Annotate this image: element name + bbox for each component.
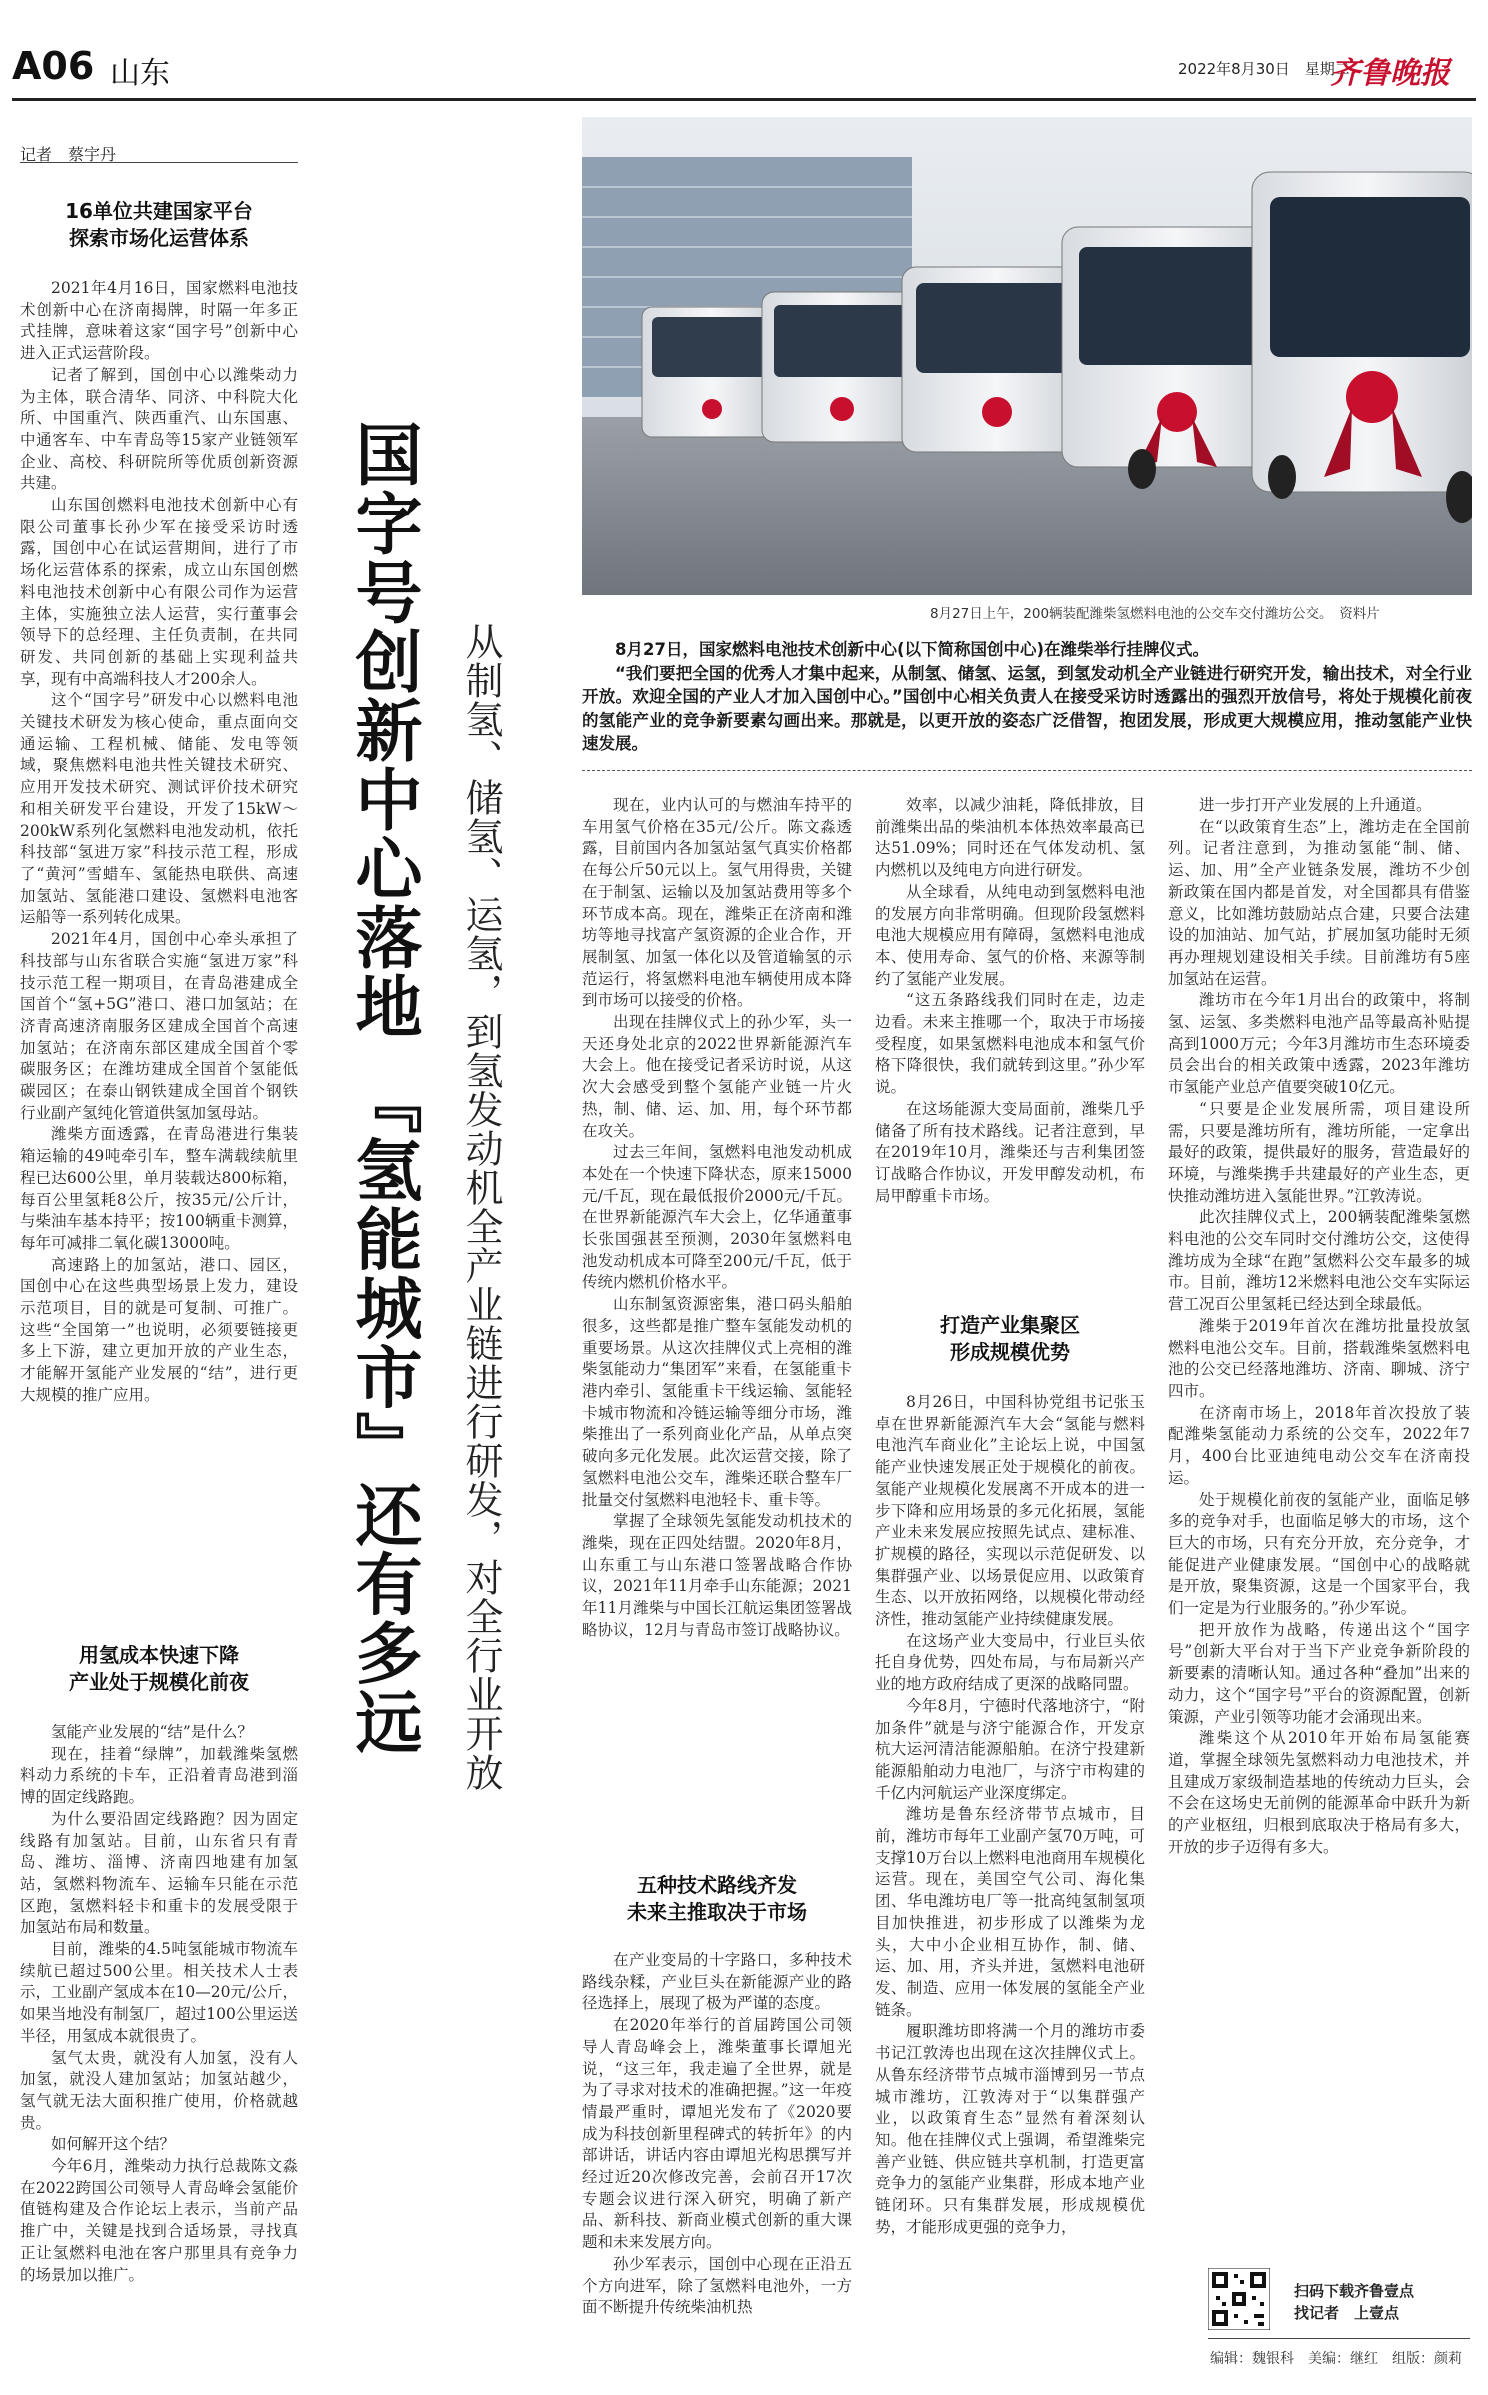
col1-subhead-2 [20,1642,298,1696]
paragraph: 进一步打开产业发展的上升通道。 [1199,796,1432,814]
lead-line: “我们要把全国的优秀人才集中起来，从制氢、储氢、运氢，到氢发动机全产业链进行研究开发，输出技术，对全行业开放。欢迎全国的产业人才加入国创中心。”国创中心相关负责人在接受采访时透露出的强烈开放信号，将处于规模化前夜的氢能产业的竞争新要素勾画出来。那就是，以更开放的姿态广泛借智，抱团发展，形成更大规模应用，推动氢能产业快速发展。 [582,663,1472,753]
subhead-line: 探索市场化运营体系 [69,226,249,250]
col4-body [1168,795,1470,2250]
paragraph: 潍柴于2019年首次在潍坊批量投放氢燃料电池公交车。目前，搭载潍柴氢燃料电池的公交已经落地潍坊、济南、聊城、济宁四市。 [1168,1316,1470,1400]
paragraph: 目前，潍柴的4.5吨氢能城市物流车续航已超过500公里。相关技术人士表示，工业副产氢成本在10—20元/公斤，如果当地没有制氢厂，超过100公里运送半径，用氢成本就很贵了。 [20,1940,298,2045]
paragraph: 高速路上的加氢站，港口、园区，国创中心在这些典型场景上发力，建设示范项目，目的就是可复制、可推广。这些“全国第一”也说明，必须要链接更多上下游，建立更加开放的产业生态，才能解开氢能产业发展的“结”，进行更大规模的推广应用。 [20,1255,298,1404]
paragraph: 过去三年间，氢燃料电池发动机成本处在一个快速下降状态，原来15000元/千瓦，现在最低报价2000元/千瓦。在世界新能源汽车大会上，亿华通董事长张国强甚至预测，2030年氢燃料电池发动机成本可降至200元/千瓦，低于传统内燃机价格水平。 [582,1143,852,1292]
paragraph: 潍坊市在今年1月出台的政策中，将制氢、运氢、多类燃料电池产品等最高补贴提高到1000万元；今年3月潍坊市生态环境委员会出台的相关政策中透露，2023年潍坊市氢能产业总产值要突破10亿元。 [1168,991,1470,1097]
paragraph: 在这场产业大变局中，行业巨头依托自身优势，四处布局，与布局新兴产业的地方政府结成了更深的战略同盟。 [875,1631,1145,1694]
paragraph: 在这场能源大变局面前，潍柴几乎储备了所有技术路线。记者注意到，早在2019年10月，潍柴还与吉利集团签订战略合作协议，开发甲醇发动机，布局甲醇重卡市场。 [875,1099,1145,1205]
col2-body-1 [582,795,852,1835]
lead-paragraph [582,638,1472,756]
paragraph: 氢能产业发展的“结”是什么？ [51,1723,253,1741]
paragraph: 此次挂牌仪式上，200辆装配潍柴氢燃料电池的公交车同时交付潍坊公交，这使得潍坊成为全球“在跑”氢燃料公交车最多的城市。目前，潍坊12米燃料电池公交车实际运营工况百公里氢耗已经达到全球最低。 [1168,1208,1470,1314]
paragraph: 孙少军表示，国创中心现在正沿五个方向进军，除了氢燃料电池外，一方面不断提升传统柴油机热 [582,2254,852,2317]
subhead-line: 打造产业集聚区 [940,1313,1080,1337]
paragraph: 山东制氢资源密集，港口码头船舶很多，这些都是推广整车氢能发动机的重要场景。从这次挂牌仪式上亮相的潍柴氢能动力“集团军”来看，在氢能重卡港内牵引、氢能重卡干线运输、氢能轻卡城市物流和冷链运输等细分市场，潍柴推出了一系列商业化产品，从单点突破向多元化发展。此次运营交接，除了氢燃料电池公交车，潍柴还联合整车厂批量交付氢燃料电池轻卡、重卡等。 [582,1295,852,1509]
subhead-line: 五种技术路线齐发 [637,1873,797,1897]
paragraph: 记者了解到，国创中心以潍柴动力为主体，联合清华、同济、中科院大化所、中国重汽、陕西重汽、山东国惠、中通客车、中车青岛等15家产业链领军企业、高校、科研院所等优质创新资源共建。 [20,365,298,493]
col3-body-2 [875,1392,1145,2390]
col1-body-1 [20,278,298,1610]
paragraph: 在“以政策育生态”上，潍坊走在全国前列。记者注意到，为推动氢能“制、储、运、加、用”全产业链条发展，潍坊不少创新政策在国内都是首发，对全国都具有借鉴意义，比如潍坊鼓励站点合建，只要合法建设的加油站、加气站，扩展加氢功能时无须再办理规划建设相关手续。目前潍坊有5座加氢站在运营。 [1168,817,1470,988]
paragraph: 8月26日，中国科协党组书记张玉卓在世界新能源汽车大会“氢能与燃料电池汽车商业化”主论坛上说，中国氢能产业快速发展正处于规模化的前夜。氢能产业规模化发展离不开成本的进一步下降和应用场景的多元化拓展，氢能产业未来发展应按照先试点、建标准、扩规模的路径，实现以示范促研发、以集群强产业、以场景促应用、以政策育生态、以开放拓网络，以规模化带动经济性，推动氢能产业持续健康发展。 [875,1393,1145,1629]
section-name: 山东 [110,56,170,91]
paragraph: 这个“国字号”研发中心以燃料电池关键技术研发为核心使命，重点面向交通运输、工程机械、储能、发电等领域，聚焦燃料电池共性关键技术研究、应用开发技术研究、测试评价技术研究和相关研发平台建设，开发了15kW～200kW系列化氢燃料电池发动机，依托科技部“氢进万家”科技示范工程，形成了“黄河”雪蜡车、氢能热电联供、高速加氢站、氢能港口建设、氢燃料电池客运船等一系列转化成果。 [20,691,298,927]
paragraph: 2021年4月，国创中心牵头承担了科技部与山东省联合实施“氢进万家”科技示范工程一期项目，在青岛港建成全国首个“氢+5G”港口、港口加氢站；在济青高速济南服务区建成全国首个高速加氢站；在济南东部区建成全国首个零碳服务区；在潍坊建成全国首个氢能低碳园区；在泰山钢铁建成全国首个钢铁行业副产氢纯化管道供氢加氢母站。 [20,930,298,1122]
qr-code-icon[interactable] [1208,2268,1270,2330]
headline: 国字号创新中心落地 『氢能城市』还有多远 [345,420,423,1757]
byline-rule [20,162,298,163]
paragraph: 今年8月，宁德时代落地济宁，“附加条件”就是与济宁能源合作，开发京杭大运河清洁能源船舶。在济宁投建新能源船舶动力电池厂，与济宁市构建的千亿内河航运产业深度绑定。 [875,1696,1145,1802]
paragraph: 处于规模化前夜的氢能产业，面临足够多的竞争对手，也面临足够大的市场，这个巨大的市场，只有充分开放，充分竞争，才能促进产业健康发展。“国创中心的战略就是开放，聚集资源，这是一个国家平台，我们一定是为行业服务的。”孙少军说。 [1168,1490,1470,1618]
qr-caption-line: 找记者 上壹点 [1294,2304,1400,2322]
col2-body-2 [582,1950,852,2390]
paragraph: 现在，业内认可的与燃油车持平的车用氢气价格在35元/公斤。陈文淼透露，目前国内各加氢站氢气真实价格都在每公斤50元以上。氢气用得贵，关键在于制氢、运输以及加氢站费用等多个环节成本高。现在，潍柴正在济南和潍坊等地寻找富产氢资源的企业合作，开展制氢、加氢一体化以及管道输氢的示范运行，将氢燃料电池车辆使用成本降到市场可以接受的价格。 [582,796,852,1010]
paragraph: 氢气太贵，就没有人加氢，没有人加氢，就没人建加氢站；加氢站越少，氢气就无法大面积推广使用，价格就越贵。 [20,2048,298,2132]
qr-caption [1294,2280,1414,2324]
qr-caption-line: 扫码下载齐鲁壹点 [1294,2282,1415,2300]
bus-photo [582,117,1472,595]
paragraph: 在2020年举行的首届跨国公司领导人青岛峰会上，潍柴董事长谭旭光说，“这三年，我走遍了全世界，就是为了寻求对技术的准确把握。”这一年疫情最严重时，谭旭光发布了《2020要成为科技创新里程碑式的转折年》的内部讲话，讲话内容由谭旭光构思撰写并经过近20次修改完善，会前召开17次专题会议进行深入研究，明确了新产品、新科技、新商业模式创新的重大课题和未来发展方向。 [582,2016,852,2252]
subhead-line: 16单位共建国家平台 [65,199,253,223]
photo-caption: 8月27日上午，200辆装配潍柴氢燃料电池的公交车交付潍坊公交。 资料片 [930,606,1380,622]
paragraph: “这五条路线我们同时在走，边走边看。未来主推哪一个，取决于市场接受程度，如果氢燃料电池成本和氢气价格下降很快，我们就转到这里。”孙少军说。 [875,991,1145,1097]
paragraph: 出现在挂牌仪式上的孙少军，头一天还身处北京的2022世界新能源汽车大会上。他在接受记者采访时说，从这次大会感受到整个氢能产业链一片火热，制、储、运、加、用，每个环节都在攻关。 [582,1013,852,1140]
lead-rule [582,770,1472,771]
paragraph: “只要是企业发展所需，项目建设所需，只要是潍坊所有，潍坊所能，一定拿出最好的政策，提供最好的服务，营造最好的环境，与潍柴携手共建最好的产业生态，更快推动潍坊进入氢能世界。”江敦涛说。 [1168,1099,1470,1205]
col3-subhead [875,1312,1145,1366]
reporter-byline: 记者 蔡宇丹 [20,145,117,164]
subhead-line: 形成规模优势 [950,1340,1070,1364]
editor-credits: 编辑：魏银科 美编：继红 组版：颜莉 [1210,2351,1462,2367]
header-rule [12,98,1476,101]
newspaper-logo: 齐鲁晚报 [1330,56,1450,91]
paragraph: 2021年4月16日，国家燃料电池技术创新中心在济南揭牌，时隔一年多正式挂牌，意味着这家“国字号”创新中心进入正式运营阶段。 [20,279,298,363]
paragraph: 今年6月，潍柴动力执行总裁陈文淼在2022跨国公司领导人青岛峰会氢能价值链构建及合作论坛上表示，当前产品推广中，关键是找到合适场景，寻找真正让氢燃料电池在客户那里具有竞争力的场景加以推广。 [20,2157,298,2284]
col2-subhead [582,1872,852,1926]
col3-body-1 [875,795,1145,1285]
col1-subhead-1 [20,198,298,252]
footer-rule [1208,2338,1470,2339]
subhead-line: 产业处于规模化前夜 [69,1670,249,1694]
page-number: A06 [12,44,95,88]
deck-subtitle: 从制氢、储氢、运氢，到氢发动机全产业链进行研发，对全行业开放 [459,622,503,1792]
paragraph: 山东国创燃料电池技术创新中心有限公司董事长孙少军在接受采访时透露，国创中心在试运营期间，进行了市场化运营体系的探索，成立山东国创燃料电池技术创新中心有限公司作为运营主体，实施独立法人运营，实行董事会领导下的总经理、主任负责制，在共同研发、共同创新的基础上实现利益共享，现有中高端科技人才200余人。 [20,496,298,688]
paragraph: 从全球看，从纯电动到氢燃料电池的发展方向非常明确。但现阶段氢燃料电池大规模应用有障碍，氢燃料电池成本、使用寿命、氢气的价格、来源等制约了氢能产业发展。 [875,882,1145,988]
paragraph: 效率，以减少油耗，降低排放，目前潍柴出品的柴油机本体热效率最高已达51.09%；同时还在气体发动机、氢内燃机以及纯电方向进行研发。 [875,796,1145,880]
paragraph: 潍柴方面透露，在青岛港进行集装箱运输的49吨牵引车，整车满载续航里程已达600公里，单月装载达800标箱，每百公里氢耗8公斤，按35元/公斤计，与柴油车基本持平；按100辆重卡测算，每年可减排二氧化碳13000吨。 [20,1125,298,1252]
paragraph: 潍坊是鲁东经济带节点城市，目前，潍坊市每年工业副产氢70万吨，可支撑10万台以上燃料电池商用车规模化运营。现在，美国空气公司、海化集团、华电潍坊电厂等一批高纯氢制氢项目加快推进，初步形成了以潍柴为龙头，大中小企业相互协作，制、储、运、加、用，齐头并进，氢燃料电池研发、制造、应用一体发展的氢能全产业链条。 [875,1805,1145,2019]
paragraph: 潍柴这个从2010年开始布局氢能赛道，掌握全球领先氢燃料动力电池技术，并且建成万家级制造基地的传统动力巨头，会不会在这场史无前例的能源革命中跃升为新的产业枢纽，归根到底取决于格局有多大，开放的步子迈得有多大。 [1168,1729,1470,1856]
paragraph: 如何解开这个结？ [51,2135,176,2154]
paragraph: 在济南市场上，2018年首次投放了装配潍柴氢能动力系统的公交车，2022年7月，400台比亚迪纯电动公交车在济南投运。 [1168,1403,1470,1487]
paragraph: 掌握了全球领先氢能发动机技术的潍柴，现在正四处结盟。2020年8月，山东重工与山东港口签署战略合作协议，2021年11月牵手山东能源；2021年11月潍柴与中国长江航运集团签署战略协议，12月与青岛市签订战略协议。 [582,1512,852,1639]
subhead-line: 用氢成本快速下降 [79,1643,239,1667]
paragraph: 履职潍坊即将满一个月的潍坊市委书记江敦涛也出现在这次挂牌仪式上。从鲁东经济带节点城市淄博到另一节点城市潍坊，江敦涛对于“以集群强产业，以政策育生态”显然有着深刻认知。他在挂牌仪式上强调，希望潍柴完善产业链、供应链共享机制，打造更富竞争力的氢能产业集群，形成本地产业链闭环。只有集群发展，形成规模优势，才能形成更强的竞争力， [875,2022,1145,2236]
paragraph: 把开放作为战略，传递出这个“国字号”创新大平台对于当下产业竞争新阶段的新要素的清晰认知。通过各种“叠加”出来的动力，这个“国字号”平台的资源配置，创新策源，产业引领等功能才会涌现出来。 [1168,1620,1470,1726]
paragraph: 在产业变局的十字路口，多种技术路线杂糅，产业巨头在新能源产业的路径选择上，展现了极为严谨的态度。 [582,1951,852,2013]
subhead-line: 未来主推取决于市场 [627,1900,807,1924]
lead-line: 8月27日，国家燃料电池技术创新中心(以下简称国创中心)在潍柴举行挂牌仪式。 [615,640,1210,659]
paragraph: 现在，挂着“绿牌”，加载潍柴氢燃料动力系统的卡车，正沿着青岛港到淄博的固定线路跑。 [20,1744,298,1807]
col1-body-2 [20,1722,298,2387]
paragraph: 为什么要沿固定线路跑？因为固定线路有加氢站。目前，山东省只有青岛、潍坊、淄博、济南四地建有加氢站，氢燃料物流车、运输车只能在示范区跑，氢燃料轻卡和重卡的发展受限于加氢站布局和数量。 [20,1809,298,1937]
issue-date: 2022年8月30日 星期二 [1178,60,1350,78]
